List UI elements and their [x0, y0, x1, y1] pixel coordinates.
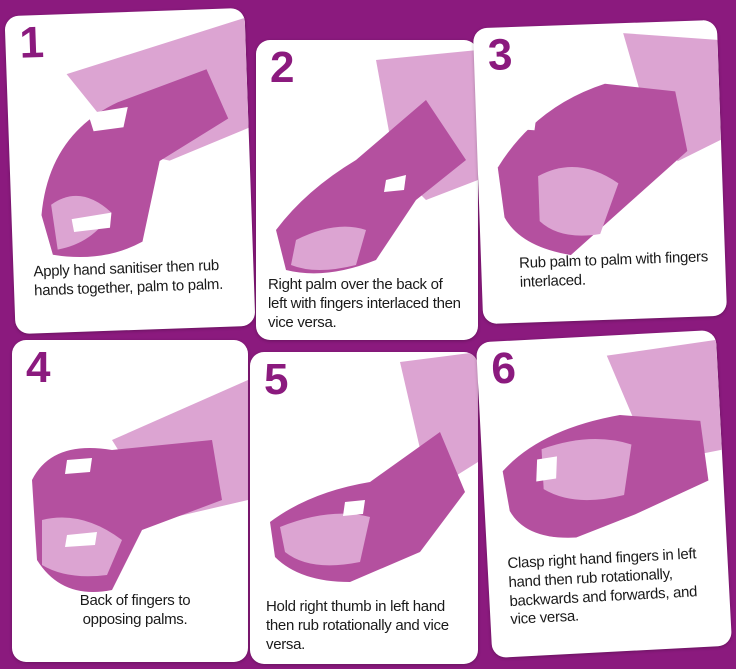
step-caption: Back of fingers to opposing palms. — [79, 592, 191, 628]
step-caption: Clasp right hand fingers in left hand then rub rotationally, backwards and forwards, and vice versa. — [507, 545, 698, 629]
step-card-4 — [12, 340, 248, 662]
step-number: 4 — [26, 343, 51, 392]
step-caption: Right palm over the back of left with fingers interlaced then vice versa. — [268, 276, 461, 331]
step-number: 3 — [487, 30, 514, 80]
step-number: 2 — [270, 43, 295, 92]
step-card-1 — [5, 8, 256, 334]
step-number: 1 — [18, 17, 45, 68]
step-card-6 — [476, 330, 732, 658]
step-caption: Apply hand sanitiser then rub hands together, palm to palm. — [33, 256, 224, 300]
step-caption: Hold right thumb in left hand then rub rotationally and vice versa. — [266, 598, 449, 653]
step-number: 5 — [264, 355, 289, 404]
step-card-2 — [256, 40, 478, 340]
step-card-3 — [473, 20, 727, 324]
step-caption: Rub palm to palm with fingers interlaced. — [518, 248, 709, 291]
step-card-5 — [250, 352, 478, 664]
step-number: 6 — [490, 343, 518, 394]
